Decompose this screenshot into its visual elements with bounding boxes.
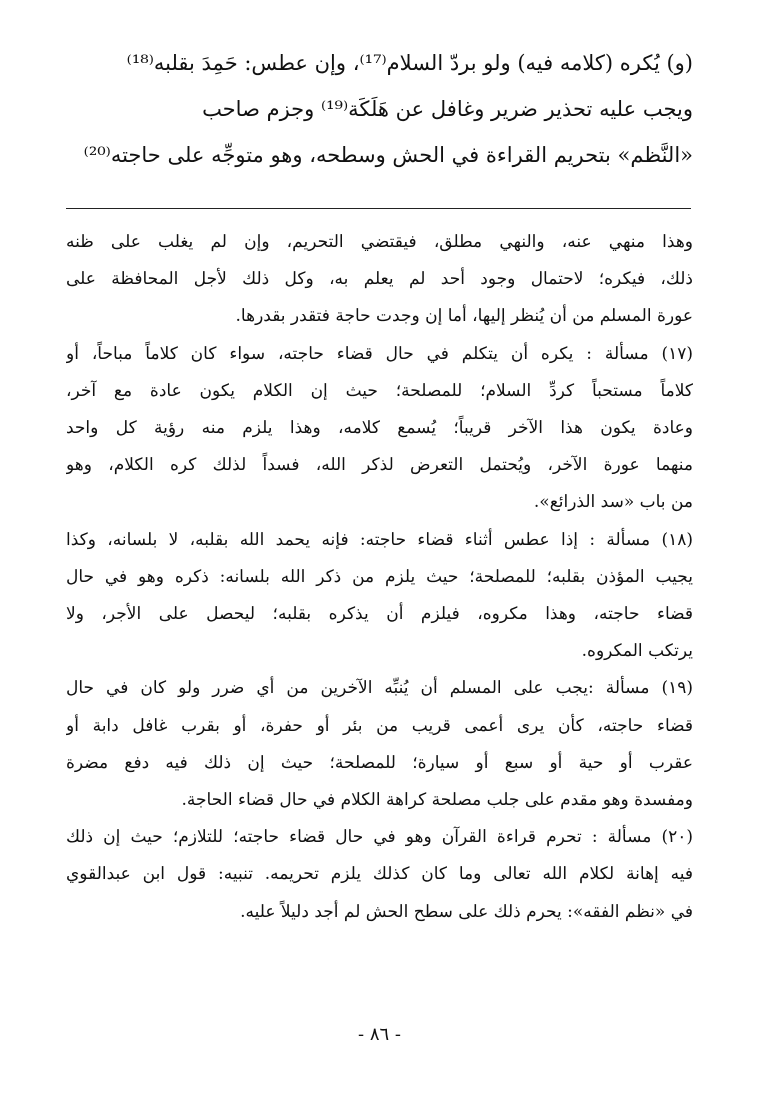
page-number: - ٨٦ - [358, 1024, 401, 1045]
footnote-line: وعادة يكون هذا الآخر قريباً؛ يُسمع كلامه، وهذا يلزم منه رؤية كل واحد [66, 418, 693, 439]
footnote-line: قضاء حاجته، كأن يرى أعمى قريب من بئر أو حفرة، أو بقرب غافل دابة أو [66, 715, 693, 736]
main-text-line-2: ويجب عليه تحذير ضرير وغافل عن هَلَكَة⁽¹⁹⁾ وجزم صاحب [202, 97, 693, 121]
footnote-line: من باب «سد الذرائع». [533, 492, 693, 513]
footnote-line: وهذا منهي عنه، والنهي مطلق، فيقتضي التحريم، وإن لم يغلب على ظنه [66, 232, 693, 252]
footnotes [66, 224, 693, 931]
footnote-line: (١٧) مسألة : يكره أن يتكلم في حال قضاء حاجته، سواء كان كلاماً مباحاً، أو [66, 343, 693, 364]
footnote-line: منهما عورة الآخر، ويُحتمل التعرض لذكر الله، فسداً لذلك كره الكلام، وهو [66, 455, 693, 476]
footnote-line: يرتكب المكروه. [581, 641, 693, 662]
footnote-line: (١٨) مسألة : إذا عطس أثناء قضاء حاجته: فإنه يحمد الله بقلبه، لا بلسانه، وكذا [66, 529, 693, 550]
footnote-line: قضاء حاجته، وهذا مكروه، فيلزم أن يذكره بقلبه؛ ليحصل على الأجر، ولا [66, 604, 693, 625]
footnote-line: فيه إهانة لكلام الله تعالى وما كان كذلك يلزم تحريمه. تنبيه: قول ابن عبدالقوي [66, 864, 693, 885]
main-text-line-1: (و) يُكره (كلامه فيه) ولو بردّ السلام⁽¹⁷⁾، وإن عطس: حَمِدَ بقلبه⁽¹⁸⁾ [126, 51, 693, 75]
footnote-line: (٢٠) مسألة : تحرم قراءة القرآن وهو في حال قضاء حاجته؛ للتلازم؛ حيث إن ذلك [66, 827, 693, 848]
footnote-17 [66, 336, 693, 522]
footnote-line: في «نظم الفقه»: يحرم ذلك على سطح الحش لم أجد دليلاً عليه. [240, 901, 693, 922]
footnote-separator [66, 208, 691, 209]
footnote-continuation [66, 224, 693, 336]
footnote-line: (١٩) مسألة :يجب على المسلم أن يُنبِّه الآخرين من أي ضرر ولو كان في حال [66, 678, 693, 699]
main-text [66, 40, 693, 178]
footnote-line: كلاماً مستحباً كردِّ السلام؛ للمصلحة؛ حيث إن الكلام يكون عادة مع آخر، [66, 380, 693, 401]
footnote-line: ومفسدة وهو مقدم على جلب مصلحة كراهة الكلام في حال قضاء الحاجة. [181, 790, 693, 811]
footnote-line: ذلك، فيكره؛ لاحتمال وجود أحد لم يعلم به، وكل ذلك لأجل المحافظة على [66, 269, 693, 290]
footnote-19 [66, 670, 693, 819]
footnote-20 [66, 819, 693, 931]
footnote-line: عورة المسلم من أن يُنظر إليها، أما إن وجدت حاجة فتقدر بقدرها. [235, 306, 693, 327]
main-text-line-3: «النَّظم» بتحريم القراءة في الحش وسطحه، وهو متوجِّه على حاجته⁽²⁰⁾ [83, 143, 693, 167]
footnote-line: يجيب المؤذن بقلبه؛ للمصلحة؛ حيث يلزم من ذكر الله بلسانه: ذكره وهو في حال [66, 566, 693, 587]
footnote-line: عقرب أو حية أو سبع أو سيارة؛ للمصلحة؛ حيث إن ذلك فيه دفع مضرة [66, 752, 693, 773]
footnote-18 [66, 522, 693, 671]
